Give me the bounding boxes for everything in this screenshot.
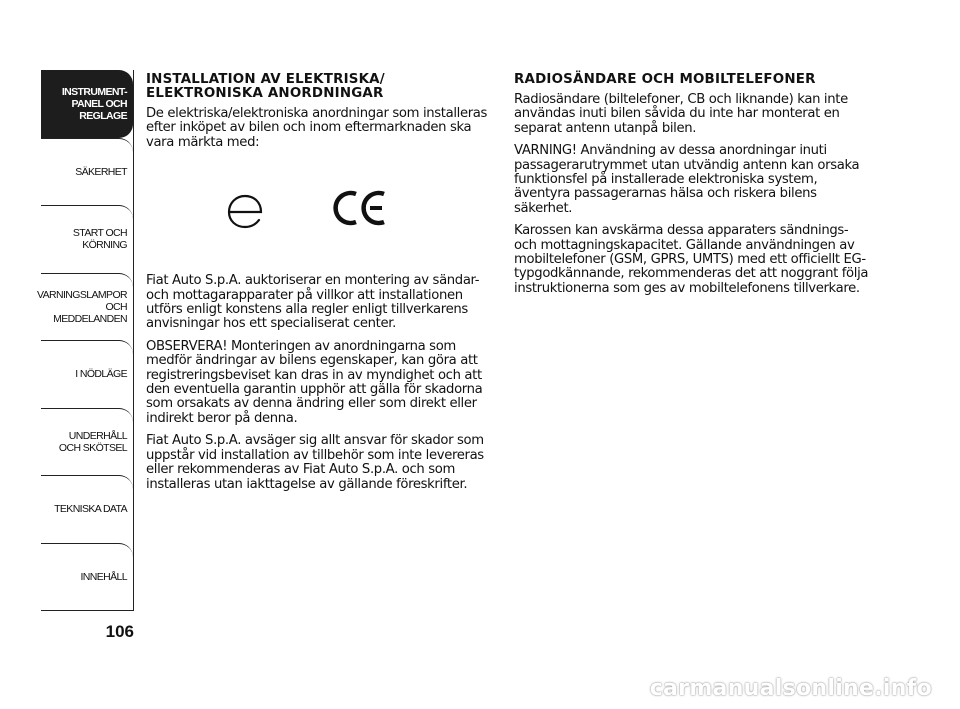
section-title: INSTALLATION AV ELEKTRISKA/ ELEKTRONISKA ANORDNINGAR: [146, 72, 385, 101]
watermark-text: carmanualsonline.info: [649, 676, 932, 701]
tab-tekniska-data[interactable]: [41, 475, 133, 543]
tab-start-och-korning[interactable]: [41, 205, 133, 273]
intro-paragraph: De elektriska/elektroniska anordningar som installeras efter inköpet av bilen och inom eftermarknaden ska vara märkta med:: [146, 106, 488, 150]
paragraph-authorization: Fiat Auto S.p.A. auktoriserar en montering av sändar- och mottagarapparater på villkor att installationen utförs enligt konstens alla regler enligt tillverkarens anvisningar hos ett specialiserat center.: [146, 273, 480, 332]
certification-marks: [146, 158, 494, 268]
tab-innehall[interactable]: [41, 543, 133, 611]
tab-label: TEKNISKA DATA: [54, 503, 127, 516]
installation-section: [146, 73, 494, 500]
paragraph-karossen: Karossen kan avskärma dessa apparaters sändnings- och mottagningskapacitet. Gällande användningen av mobiltelefoner (GSM, GPRS, UMTS) med ett officiellt EG-typgodkännande, rekommenderas det att noggrant följa instruktionerna som ges av mobiltelefonens tillverkare.: [514, 223, 869, 296]
page-number: 106: [105, 622, 134, 641]
tab-instrumentpanel-och-reglage[interactable]: [41, 70, 133, 138]
tab-underhall-och-skotsel[interactable]: [41, 408, 133, 476]
paragraph-varning: VARNING! Användning av dessa anordningar inuti passagerarutrymmet utan utvändig antenn kan orsaka funktionsfel på installerade elektroniska system, äventyra passagerarnas hälsa och riskera bilens säkerhet.: [514, 143, 860, 216]
tab-varningslampor[interactable]: [36, 273, 133, 341]
chapter-sidebar: [36, 70, 134, 611]
tab-label: UNDERHÅLL OCH SKÖTSEL: [58, 429, 127, 454]
e-mark-icon: [224, 191, 266, 231]
section-title: RADIOSÄNDARE OCH MOBILTELEFONER: [514, 72, 816, 87]
tab-label: VARNINGSLAMPOR OCH MEDDELANDEN: [36, 288, 127, 325]
radio-section: [514, 73, 874, 304]
tab-sakerhet[interactable]: [41, 138, 133, 206]
tab-i-nodlage[interactable]: [41, 340, 133, 408]
paragraph-observera: OBSERVERA! Monteringen av anordningarna som medför ändringar av bilens egenskaper, kan göra att registreringsbeviset kan dras in av myndighet och att den eventuella garantin upphör att gälla för skadorna som orsakats av denna ändring eller som direkt eller indirekt beror på denna.: [146, 338, 483, 426]
paragraph-disclaimer: Fiat Auto S.p.A. avsäger sig allt ansvar för skador som uppstår vid installation av tillbehör som inte levereras eller rekommenderas av Fiat Auto S.p.A. och som installeras utan iakttagelse av gällande föreskrifter.: [146, 433, 484, 492]
tab-label: INSTRUMENT- PANEL OCH REGLAGE: [61, 86, 127, 123]
tab-label: START OCH KÖRNING: [72, 227, 127, 252]
paragraph-radio: Radiosändare (biltelefoner, CB och liknande) kan inte användas inuti bilen såvida du inte har monterat en separat antenn utanpå bilen.: [514, 92, 848, 136]
tab-label: INNEHÅLL: [80, 570, 127, 583]
tab-label: SÄKERHET: [75, 165, 127, 178]
tab-label: I NÖDLÄGE: [75, 368, 127, 381]
sidebar-divider: [41, 610, 133, 611]
ce-mark-icon: [332, 188, 388, 228]
